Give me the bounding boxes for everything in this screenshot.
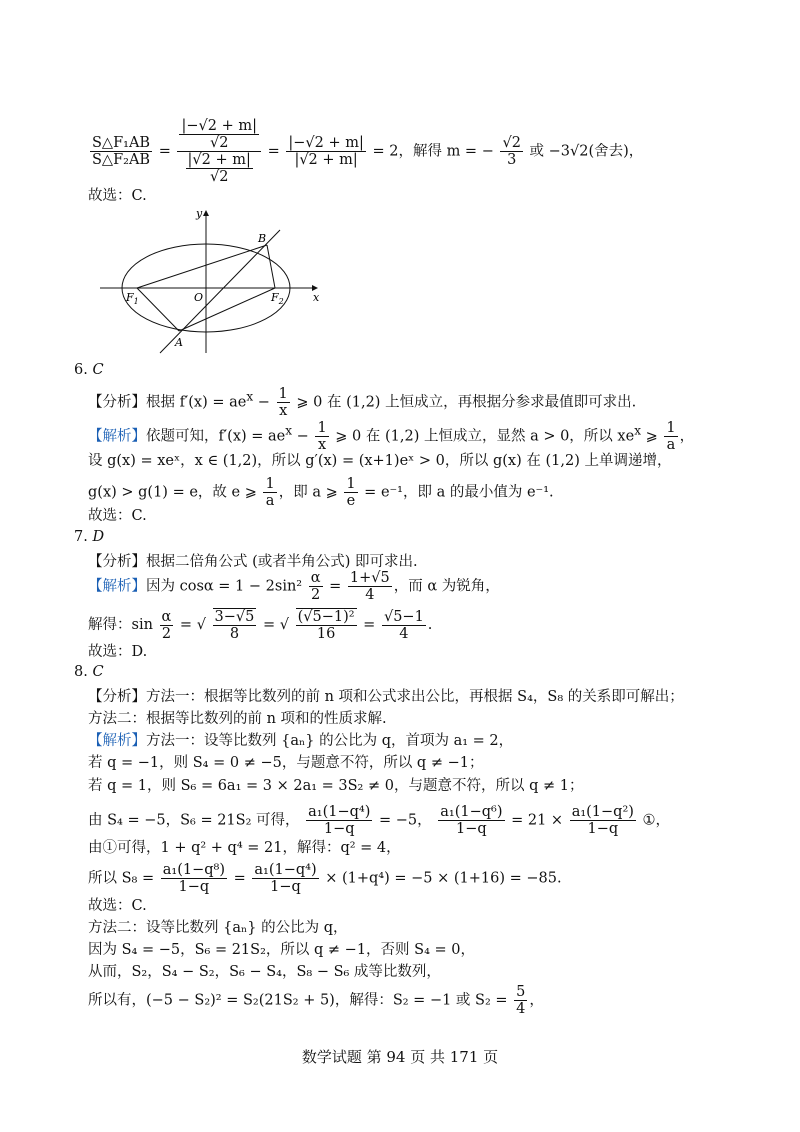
q6-sol-d: ， [679,428,695,445]
q8-sol-6c: × (1+q⁴) = −5 × (1+16) = −85. [320,870,562,887]
q8-sol-tag: 【解析】 [88,733,146,749]
q6-analysis-b: − [253,394,275,411]
q8-sol-6-f2 [252,862,318,895]
ratio-frac3-num: |−√2 + m| [288,135,364,151]
q7-sol-b: = [324,578,346,595]
q7-sol-frac1-den: 2 [309,586,323,603]
q8-m2-4-frac-num: 5 [516,984,526,1000]
q8-sol-4d: ①， [637,812,671,829]
q7-line2-frac3 [296,608,357,642]
q8-sol-6b: = [228,870,251,887]
q7-analysis-text: 根据二倍角公式 (或者半角公式) 即可求出. [146,554,418,570]
q6-analysis: 【分析】根据 $f'(x) = ae^x$ − $\frac{1}{x}$ ⩾ 0 在 (1,2) 上恒成立，再根据分参求最值即可求出. [88,386,637,419]
q8-m2-4b: ， [529,992,544,1009]
q8-sol-4b: = −5， [374,812,432,829]
q8-sol-4-f2 [438,804,504,837]
q8-sol-4-f3-den: 1−q [570,820,636,837]
q7-line2 [88,608,432,642]
q6-line4-frac2-num: 1 [346,476,356,492]
segment-f1-b [137,245,267,288]
q7-answer: D [92,529,105,545]
q6-solution: 【解析】依题可知，$f'(x) = ae^x$ − $\frac{1}{x}$ ⩾ 0 在 (1,2) 上恒成立，显然 a > 0，所以 $xe^x$ ⩾ $\frac{1}{a}$ ， [88,420,695,453]
q8-sol-4-f1 [306,804,372,837]
q8-m2-4-frac [514,984,527,1017]
q6-line4-c: = e⁻¹，即 a 的最小值为 e⁻¹. [359,484,554,501]
q7-line2-d: = [358,617,380,633]
q6-answer: C [92,362,104,378]
q6-sol-frac2 [664,420,677,453]
q8-sol-6-f1-den: 1−q [161,878,227,895]
q7-sol-frac2 [348,570,392,603]
label-b: B [258,232,267,245]
q6-line3: 设 g(x) = xeˣ，x ∈ (1,2)，所以 g′(x) = (x+1)eˣ > 0，所以 g(x) 在 (1,2) 上单调递增， [88,453,672,469]
q6-analysis-tag: 【分析】 [88,394,146,411]
select-c-1: 故选：C. [88,188,147,204]
ratio-lhs-num: S△F₁AB [92,135,151,151]
q6-sol-frac2-den: a [664,436,677,453]
q7-line2-frac2 [213,608,257,642]
q8-sol-1 [88,731,513,751]
select-c-2: 故选：C. [88,508,147,524]
q8-sol-6-f1 [161,862,227,895]
q8-sol-4a: 由 S₄ = −5，S₆ = 21S₂ 可得， [88,812,300,829]
q8-m2-4 [88,984,544,1017]
q6-analysis-frac-den: x [277,402,290,419]
q6-sol-b: ⩾ 0 在 (1,2) 上恒成立，显然 a > 0，所以 xe [330,428,635,445]
ratio-frac1-topsqrt: √2 [179,134,259,151]
q7-solution [88,570,500,603]
q6-sol-frac1 [315,420,328,453]
ellipse-figure [95,205,335,357]
q8-sol-4-f3-num: a₁(1−q²) [571,804,634,820]
q8-sol-6 [88,862,562,895]
q8-sol-4-f1-num: a₁(1−q⁴) [308,804,371,820]
q7-line2-e: . [427,617,433,633]
q6-sol-tag: 【解析】 [88,428,146,445]
q7-line2-b: = √ [175,617,206,633]
q7-analysis [88,552,418,572]
ratio-frac3 [286,135,366,168]
q8-sol-1-text: 方法一：设等比数列 {aₙ} 的公比为 q，首项为 a₁ = 2， [146,733,514,749]
q8-sol-4-f3 [570,804,636,837]
q7-number [74,529,104,545]
q6-sol-a: 依题可知，f′(x) = ae [146,428,286,445]
ratio-frac1-top: |−√2 + m| [181,118,257,134]
q6-line4 [88,476,554,509]
q8-m2-4-frac-den: 4 [516,1001,526,1017]
q6-num: 6. [74,362,88,378]
ratio-lhs [90,135,152,168]
q8-sol-4-f2-num: a₁(1−q⁶) [440,804,503,820]
q6-sol-frac1-den: x [315,436,328,453]
ratio-lhs-den: S△F₂AB [92,152,151,168]
q8-num: 8. [74,664,88,680]
q7-sol-a: 因为 cosα = 1 − 2sin² [146,578,303,595]
q6-number [74,362,104,378]
q7-line2-frac3-den: 16 [296,625,357,642]
q6-sol-minus: − [292,428,314,445]
ratio-tail-frac-num: √2 [502,135,521,151]
label-f2: $F_2$ [271,291,284,306]
q8-sol-6-f1-num: a₁(1−q⁸) [162,862,225,878]
ratio-equation: $\frac{\text{S△F₁AB}}{\text{S△F₂AB}}$ = $\frac{\frac{|-√2 + m|}{√2}}{\frac{|√2 + m|}{√2}}$ = $\frac{|-√2 + m|}{|√2 + m|}$ = 2，解得 m = − $\frac{√2}{3}$ 或 −3√2(舍去)， [92,118,644,185]
q8-sol-4c: = 21 × [506,812,568,829]
q7-line2-frac2-den: 8 [213,625,257,642]
q8-m2-4a: 所以有，(−5 − S₂)² = S₂(21S₂ + 5)，解得：S₂ = −1 或 S₂ = [88,992,513,1009]
ratio-frac1 [177,118,261,185]
q6-sol-frac1-num: 1 [317,420,327,436]
segment-f2-b [267,245,275,288]
ratio-frac1-botsqrt: √2 [186,168,253,185]
ratio-tail-frac-den: 3 [500,151,522,168]
q8-sol-6-f2-den: 1−q [252,878,318,895]
q6-line4-frac1 [263,476,276,509]
ratio-frac1-bot: |√2 + m| [187,152,251,168]
q6-line4-frac1-num: 1 [265,476,275,492]
q6-analysis-a: 根据 f′(x) = ae [146,394,247,411]
q6-analysis-frac [277,386,290,419]
q7-analysis-tag: 【分析】 [88,554,146,570]
label-y: y [196,207,203,220]
q6-analysis-frac-num: 1 [278,386,288,402]
label-x: x [313,291,320,304]
q8-analysis-2: 方法二：根据等比数列的前 n 项和的性质求解. [88,711,387,727]
q8-analysis-1 [88,687,684,707]
ratio-tail-frac [500,135,522,168]
q8-sol-4 [88,804,670,837]
q8-sol-2: 若 q = −1，则 S₄ = 0 ≠ −5，与题意不符，所以 q ≠ −1； [88,755,484,771]
q8-sol-5: 由①可得，1 + q² + q⁴ = 21，解得：q² = 4， [88,840,401,856]
q7-line2-frac1 [160,609,174,642]
q7-line2-a: 解得：sin [88,617,153,633]
q8-m2-1: 方法二：设等比数列 {aₙ} 的公比为 q， [88,920,348,936]
q7-sol-frac1-num: α [310,570,321,586]
q7-sol-tag: 【解析】 [88,578,146,595]
q6-line4-frac2 [344,476,357,509]
q6-line4-b: ，即 a ⩾ [278,484,343,501]
q8-answer: C [92,664,104,680]
q7-line2-frac1-num: α [161,608,172,625]
q7-sol-c: ，而 α 为锐角， [393,578,500,595]
q6-sol-c: ⩾ [641,428,663,445]
label-f1: $F_1$ [126,291,139,306]
q7-line2-frac4 [382,609,426,642]
q7-num: 7. [74,529,88,545]
page-footer: 数学试题 第 94 页 共 171 页 [301,1048,499,1066]
q6-analysis-c: ⩾ 0 在 (1,2) 上恒成立，再根据分参求最值即可求出. [291,394,637,411]
line-ab [160,230,280,353]
q8-sol-3: 若 q = 1，则 S₆ = 6a₁ = 3 × 2a₁ = 3S₂ ≠ 0，与题意不符，所以 q ≠ 1； [88,778,584,794]
q7-line2-c: = √ [258,617,289,633]
label-origin: O [194,291,204,304]
select-d: 故选：D. [88,644,148,660]
q7-line2-frac1-den: 2 [160,625,174,642]
q7-sol-frac2-num: 1+√5 [349,570,390,586]
q7-sol-frac1 [309,570,323,603]
q6-line4-frac2-den: e [344,492,357,509]
q6-line4-frac1-den: a [263,492,276,509]
ratio-tail-b: 或 −3√2(舍去)， [529,143,644,160]
q8-sol-4-f2-den: 1−q [438,820,504,837]
label-a: A [175,336,183,349]
q8-sol-6-f2-num: a₁(1−q⁴) [254,862,317,878]
q7-line2-frac4-num: √5−1 [383,608,424,625]
q8-analysis-1-text: 方法一：根据等比数列的前 n 项和公式求出公比，再根据 S₄，S₈ 的关系即可解出； [146,689,684,705]
q7-line2-frac3-num: (√5−1)² [297,609,355,625]
q7-line2-frac4-den: 4 [382,625,426,642]
q7-line2-frac2-num: 3−√5 [214,609,255,625]
q8-sol-4-f1-den: 1−q [306,820,372,837]
select-c-3: 故选：C. [88,898,147,914]
ratio-tail-a: = 2，解得 m = − [372,143,494,160]
ratio-frac3-den: |√2 + m| [286,151,366,168]
q6-line4-a: g(x) > g(1) = e，故 e ⩾ [88,484,262,501]
q6-sol-frac2-num: 1 [666,420,676,436]
q8-analysis-tag: 【分析】 [88,689,146,705]
q8-m2-2: 因为 S₄ = −5，S₆ = 21S₂，所以 q ≠ −1，否则 S₄ = 0， [88,942,475,958]
q8-m2-3: 从而，S₂，S₄ − S₂，S₆ − S₄，S₈ − S₆ 成等比数列， [88,964,441,980]
q7-sol-frac2-den: 4 [348,586,392,603]
q8-number [74,664,104,680]
q8-sol-6a: 所以 S₈ = [88,870,159,887]
